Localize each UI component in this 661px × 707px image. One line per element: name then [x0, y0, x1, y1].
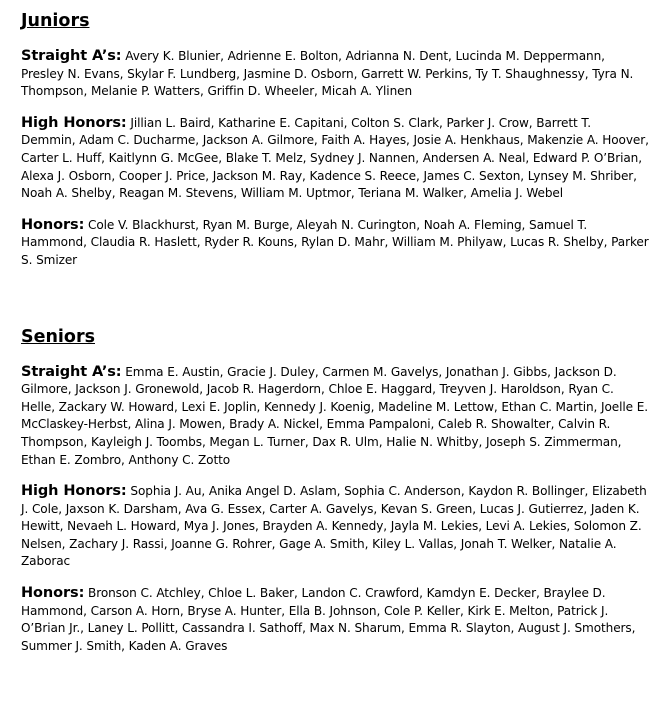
seniors-straight-a-label: Straight A’s:: [21, 363, 122, 380]
juniors-straight-a-label: Straight A’s:: [21, 48, 122, 64]
seniors-high-honors-label: High Honors:: [21, 483, 127, 500]
seniors-high-honors-group: [21, 483, 649, 571]
seniors-straight-a-names: Emma E. Austin, Gracie J. Duley, Carmen M. Gavelys, Jonathan J. Gibbs, Jackson D. Gilmore, Jackson J. Gronewold, Jacob R. Hagerdorn, Chloe E. Haggard, Treyven J. Haroldson, Ryan C. Helle, Zackary W. Howard, Lexi E. Joplin, Kennedy J. Koenig, Madeline M. Lettow, Ethan C. Martin, Joelle E. McClaskey-Herbst, Alina J. Mowen, Brady A. Nickel, Emma Pampaloni, Caleb R. Showalter, Calvin R. Thompson, Kayleigh J. Toombs, Megan L. Turner, Dax R. Ulm, Halie N. Whitby, Joseph S. Zimmerman, Ethan E. Zombro, Anthony C. Zotto: [21, 364, 649, 467]
juniors-section: [21, 10, 649, 270]
juniors-straight-a-group: [21, 48, 649, 101]
juniors-heading: Juniors: [21, 11, 90, 31]
section-spacer: [21, 284, 649, 326]
seniors-heading: Seniors: [21, 326, 95, 347]
juniors-honors-names: Cole V. Blackhurst, Ryan M. Burge, Aleyah N. Curington, Noah A. Fleming, Samuel T. Hammond, Claudia R. Haslett, Ryder R. Kouns, Rylan D. Mahr, William M. Philyaw, Lucas R. Shelby, Parker S. Smizer: [21, 217, 649, 267]
seniors-high-honors-names: Sophia J. Au, Anika Angel D. Aslam, Sophia C. Anderson, Kaydon R. Bollinger, Elizabeth J. Cole, Jaxson K. Darsham, Ava G. Essex, Carter A. Gavelys, Kevan S. Green, Lucas J. Gutierrez, Jaden K. Hewitt, Nevaeh L. Howard, Mya J. Jones, Brayden A. Kennedy, Jayla M. Lekies, Levi A. Lekies, Solomon Z. Nelsen, Zachary J. Rassi, Joanne G. Rohrer, Gage A. Smith, Kiley L. Vallas, Jonah T. Welker, Natalie A. Zaborac: [21, 484, 647, 569]
juniors-straight-a-names: Avery K. Blunier, Adrienne E. Bolton, Adrianna N. Dent, Lucinda M. Deppermann, Presley N. Evans, Skylar F. Lundberg, Jasmine D. Osborn, Garrett W. Perkins, Ty T. Shaughnessy, Tyra N. Thompson, Melanie P. Watters, Griffin D. Wheeler, Micah A. Ylinen: [21, 49, 634, 99]
seniors-honors-label: Honors:: [21, 585, 85, 602]
seniors-section: [21, 326, 649, 656]
juniors-honors-label: Honors:: [21, 216, 85, 233]
seniors-honors-group: [21, 585, 649, 655]
juniors-high-honors-names: Jillian L. Baird, Katharine E. Capitani, Colton S. Clark, Parker J. Crow, Barrett T. Demmin, Adam C. Ducharme, Jackson A. Gilmore, Faith A. Hayes, Josie A. Henkhaus, Makenzie A. Hoover, Carter L. Huff, Kaitlynn G. McGee, Blake T. Melz, Sydney J. Nannen, Andersen A. Neal, Edward P. O’Brian, Alexa J. Osborn, Cooper J. Price, Jackson M. Ray, Kadence S. Reece, James C. Sexton, Lynsey M. Shriber, Noah A. Shelby, Reagan M. Stevens, William M. Uptmor, Teriana M. Walker, Amelia J. Webel: [21, 115, 649, 201]
seniors-honors-names: Bronson C. Atchley, Chloe L. Baker, Landon C. Crawford, Kamdyn E. Decker, Braylee D. Hammond, Carson A. Horn, Bryse A. Hunter, Ella B. Johnson, Cole P. Keller, Kirk E. Melton, Patrick J. O’Brian Jr., Laney L. Pollitt, Cassandra I. Sathoff, Max N. Sharum, Emma R. Slayton, August J. Smothers, Summer J. Smith, Kaden A. Graves: [21, 586, 636, 653]
juniors-high-honors-group: [21, 115, 649, 203]
juniors-honors-group: [21, 217, 649, 270]
seniors-straight-a-group: [21, 364, 649, 470]
juniors-high-honors-label: High Honors:: [21, 114, 127, 131]
